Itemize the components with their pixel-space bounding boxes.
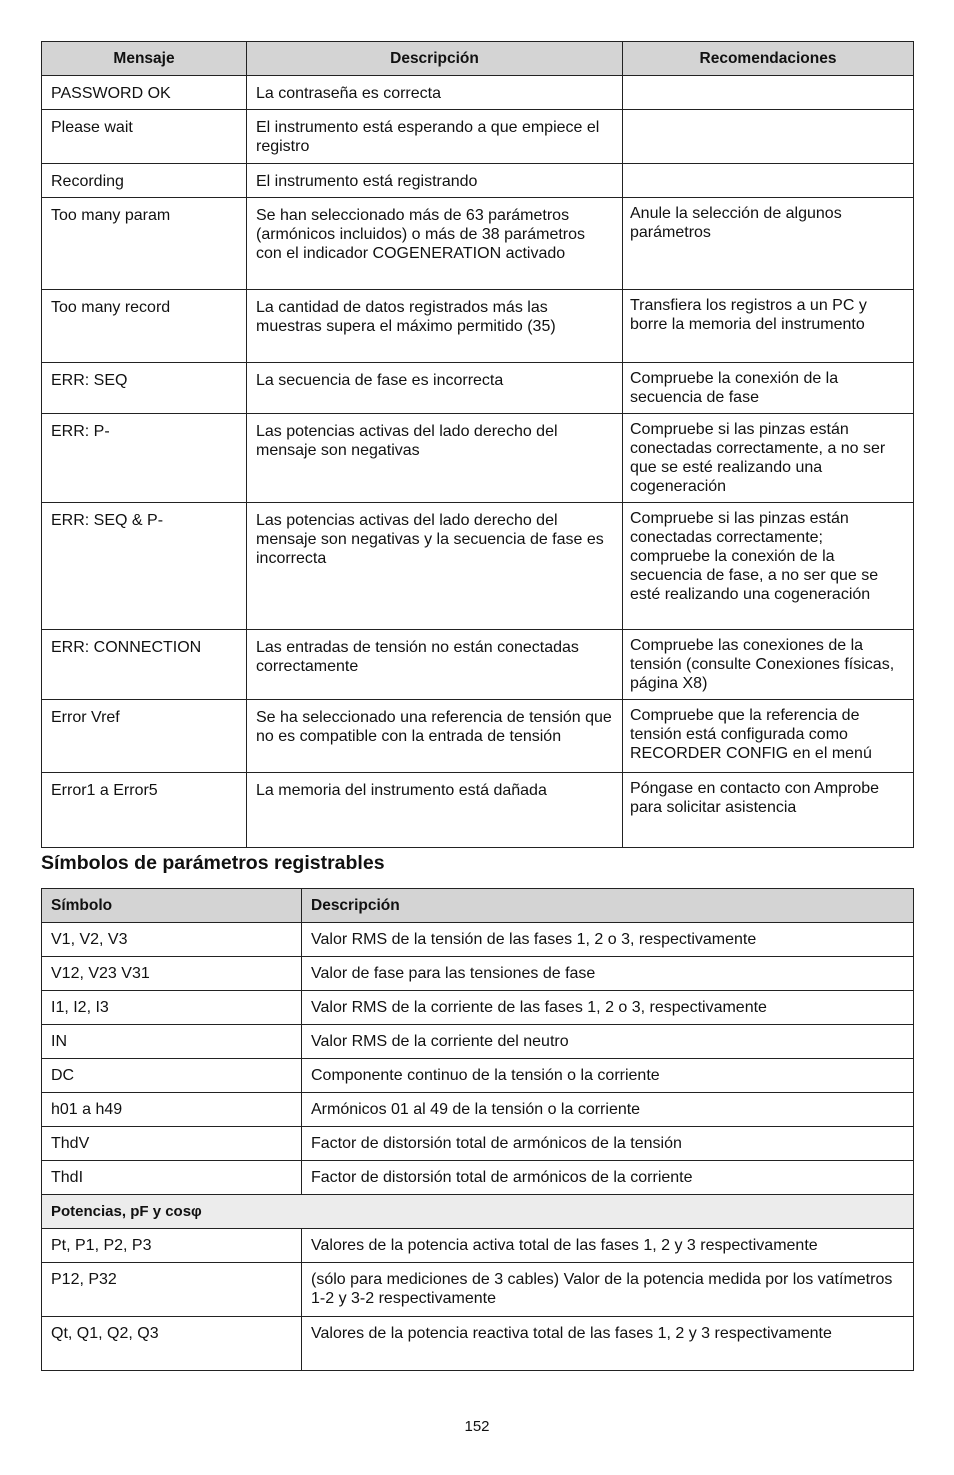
- header-message: Mensaje: [42, 42, 247, 76]
- description-cell: Se ha seleccionado una referencia de tensión que no es compatible con la entrada de tensión: [247, 700, 623, 773]
- description-cell: El instrumento está esperando a que empiece el registro: [247, 110, 623, 164]
- message-cell: Too many record: [42, 290, 247, 363]
- description-cell: Armónicos 01 al 49 de la tensión o la corriente: [302, 1093, 914, 1127]
- description-cell: La secuencia de fase es incorrecta: [247, 363, 623, 414]
- header-description: Descripción: [302, 889, 914, 923]
- table-row: [42, 363, 914, 414]
- symbol-cell: V1, V2, V3: [42, 923, 302, 957]
- symbols-section-title: Símbolos de parámetros registrables: [41, 852, 385, 874]
- description-cell: Factor de distorsión total de armónicos de la corriente: [302, 1161, 914, 1195]
- table-row: [42, 1263, 914, 1317]
- group-header-row: [42, 1195, 914, 1229]
- description-cell: Valores de la potencia activa total de las fases 1, 2 y 3 respectivamente: [302, 1229, 914, 1263]
- table-row: [42, 164, 914, 198]
- table-row: [42, 923, 914, 957]
- table-row: [42, 414, 914, 503]
- description-cell: El instrumento está registrando: [247, 164, 623, 198]
- header-description: Descripción: [247, 42, 623, 76]
- table-row: [42, 773, 914, 848]
- message-cell: ERR: P-: [42, 414, 247, 503]
- message-cell: Please wait: [42, 110, 247, 164]
- table-row: [42, 1093, 914, 1127]
- messages-table: [41, 41, 914, 848]
- table-row: [42, 1229, 914, 1263]
- symbol-cell: ThdV: [42, 1127, 302, 1161]
- description-cell: Se han seleccionado más de 63 parámetros (armónicos incluidos) o más de 38 parámetros con el indicador COGENERATION activado: [247, 198, 623, 290]
- description-cell: Factor de distorsión total de armónicos de la tensión: [302, 1127, 914, 1161]
- symbol-cell: V12, V23 V31: [42, 957, 302, 991]
- description-cell: Las potencias activas del lado derecho del mensaje son negativas y la secuencia de fase es incorrecta: [247, 503, 623, 630]
- recommendation-cell: Transfiera los registros a un PC y borre la memoria del instrumento: [623, 290, 914, 363]
- description-cell: Valor RMS de la corriente del neutro: [302, 1025, 914, 1059]
- description-cell: La contraseña es correcta: [247, 76, 623, 110]
- symbol-cell: DC: [42, 1059, 302, 1093]
- description-cell: Valores de la potencia reactiva total de las fases 1, 2 y 3 respectivamente: [302, 1317, 914, 1371]
- table-row: [42, 991, 914, 1025]
- message-cell: ERR: CONNECTION: [42, 630, 247, 700]
- header-symbol: Símbolo: [42, 889, 302, 923]
- header-recommendations: Recomendaciones: [623, 42, 914, 76]
- messages-table-header: [42, 42, 914, 76]
- recommendation-cell: Compruebe la conexión de la secuencia de fase: [623, 363, 914, 414]
- table-row: [42, 1161, 914, 1195]
- description-cell: La memoria del instrumento está dañada: [247, 773, 623, 848]
- table-row: [42, 700, 914, 773]
- description-cell: Valor RMS de la tensión de las fases 1, 2 o 3, respectivamente: [302, 923, 914, 957]
- recommendation-cell: Compruebe que la referencia de tensión está configurada como RECORDER CONFIG en el menú: [623, 700, 914, 773]
- table-row: [42, 1317, 914, 1371]
- table-row: [42, 630, 914, 700]
- recommendation-cell: Compruebe las conexiones de la tensión (consulte Conexiones físicas, página X8): [623, 630, 914, 700]
- message-cell: ERR: SEQ & P-: [42, 503, 247, 630]
- recommendation-cell: [623, 76, 914, 110]
- table-row: [42, 957, 914, 991]
- description-cell: Componente continuo de la tensión o la corriente: [302, 1059, 914, 1093]
- table-row: [42, 76, 914, 110]
- symbol-cell: Qt, Q1, Q2, Q3: [42, 1317, 302, 1371]
- table-row: [42, 110, 914, 164]
- symbol-cell: ThdI: [42, 1161, 302, 1195]
- recommendation-cell: Compruebe si las pinzas están conectadas correctamente, a no ser que se esté realizando una cogeneración: [623, 414, 914, 503]
- symbol-cell: P12, P32: [42, 1263, 302, 1317]
- recommendation-cell: Anule la selección de algunos parámetros: [623, 198, 914, 290]
- description-cell: Valor RMS de la corriente de las fases 1, 2 o 3, respectivamente: [302, 991, 914, 1025]
- description-cell: Valor de fase para las tensiones de fase: [302, 957, 914, 991]
- symbol-cell: IN: [42, 1025, 302, 1059]
- description-cell: Las potencias activas del lado derecho del mensaje son negativas: [247, 414, 623, 503]
- recommendation-cell: [623, 110, 914, 164]
- table-row: [42, 1127, 914, 1161]
- symbol-cell: h01 a h49: [42, 1093, 302, 1127]
- symbols-table-header: [42, 889, 914, 923]
- message-cell: Error1 a Error5: [42, 773, 247, 848]
- message-cell: Error Vref: [42, 700, 247, 773]
- message-cell: Too many param: [42, 198, 247, 290]
- table-row: [42, 503, 914, 630]
- symbol-cell: I1, I2, I3: [42, 991, 302, 1025]
- description-cell: La cantidad de datos registrados más las muestras supera el máximo permitido (35): [247, 290, 623, 363]
- page-number: 152: [464, 1418, 490, 1435]
- recommendation-cell: Póngase en contacto con Amprobe para solicitar asistencia: [623, 773, 914, 848]
- description-cell: Las entradas de tensión no están conectadas correctamente: [247, 630, 623, 700]
- message-cell: PASSWORD OK: [42, 76, 247, 110]
- message-cell: Recording: [42, 164, 247, 198]
- recommendation-cell: [623, 164, 914, 198]
- message-cell: ERR: SEQ: [42, 363, 247, 414]
- description-cell: (sólo para mediciones de 3 cables) Valor de la potencia medida por los vatímetros 1-2 y 3-2 respectivamente: [302, 1263, 914, 1317]
- table-row: [42, 198, 914, 290]
- symbol-cell: Pt, P1, P2, P3: [42, 1229, 302, 1263]
- table-row: [42, 290, 914, 363]
- symbols-table: [41, 888, 914, 1371]
- table-row: [42, 1059, 914, 1093]
- recommendation-cell: Compruebe si las pinzas están conectadas correctamente; compruebe la conexión de la secuencia de fase, a no ser que se esté realizando una cogeneración: [623, 503, 914, 630]
- table-row: [42, 1025, 914, 1059]
- group-label: Potencias, pF y cosφ: [42, 1195, 914, 1229]
